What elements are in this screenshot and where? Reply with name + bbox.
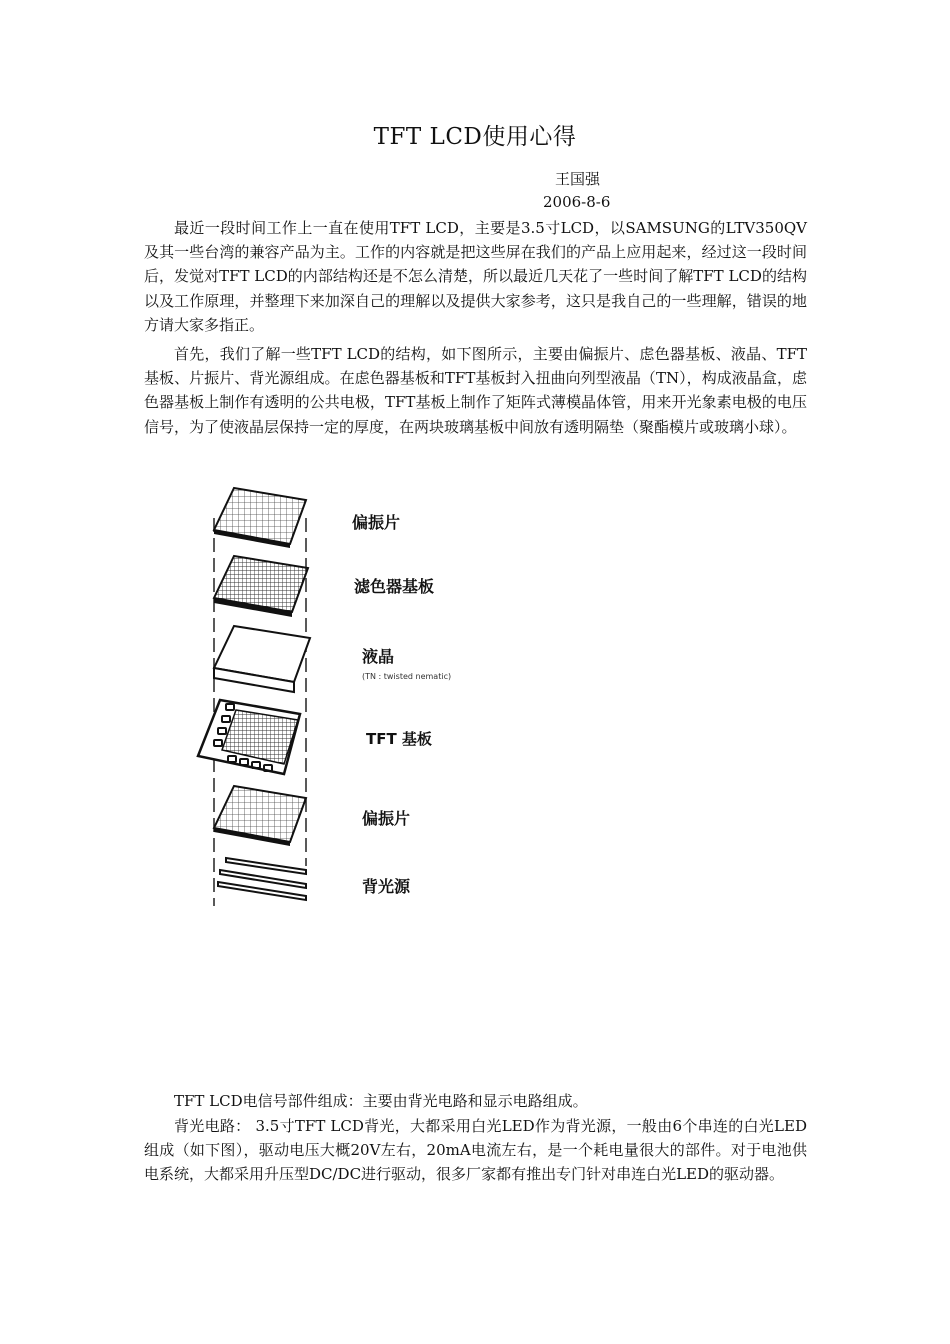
- layer-backlight: [218, 858, 306, 900]
- label-tft-substrate: TFT 基板: [366, 730, 432, 748]
- layer-color-filter: [214, 556, 308, 617]
- paragraph-structure: 首先，我们了解一些TFT LCD的结构，如下图所示，主要由偏振片、虑色器基板、液晶、TFT基板、片振片、背光源组成。在虑色器基板和TFT基板封入扭曲向列型液晶（TN），构成液晶盒，虑色器基板上制作有透明的公共电极，TFT基板上制作了矩阵式薄模晶体管，用来开光象素电极的电压信号，为了使液晶层保持一定的厚度，在两块玻璃基板中间放有透明隔垫（聚酯模片或玻璃小球）。: [144, 345, 807, 436]
- layer-polarizer-top: [214, 488, 306, 548]
- paragraph-electrical: TFT LCD电信号部件组成：主要由背光电路和显示电路组成。: [174, 1092, 588, 1110]
- layer-polarizer-bottom: [214, 786, 306, 846]
- author-name: 王国强: [555, 170, 601, 188]
- label-color-filter: 滤色器基板: [354, 577, 435, 596]
- lcd-structure-diagram: [190, 478, 510, 918]
- lcd-exploded-view: [190, 478, 510, 918]
- layer-liquid-crystal: [214, 626, 310, 692]
- label-backlight: 背光源: [362, 877, 411, 896]
- label-liquid-crystal: 液晶: [362, 647, 395, 666]
- label-polarizer-bottom: 偏振片: [362, 809, 411, 828]
- document-date: 2006-8-6: [543, 193, 611, 211]
- label-polarizer-top: 偏振片: [352, 513, 401, 532]
- document-title: TFT LCD使用心得: [373, 124, 577, 150]
- paragraph-intro: 最近一段时间工作上一直在使用TFT LCD，主要是3.5寸LCD，以SAMSUNG的LTV350QV及其一些台湾的兼容产品为主。工作的内容就是把这些屏在我们的产品上应用起来，经过这一段时间后，发觉对TFT LCD的内部结构还是不怎么清楚，所以最近几天花了一些时间了解TFT LCD的结构以及工作原理，并整理下来加深自己的理解以及提供大家参考，这只是我自己的一些理解，错误的地方请大家多指正。: [144, 219, 807, 334]
- paragraph-backlight-circuit: 背光电路： 3.5寸TFT LCD背光，大都采用白光LED作为背光源，一般由6个串连的白光LED组成（如下图），驱动电压大概20V左右，20mA电流左右，是一个耗电量很大的部件。对于电池供电系统，大都采用升压型DC/DC进行驱动，很多厂家都有推出专门针对串连白光LED的驱动器。: [144, 1117, 807, 1184]
- label-tn-note: (TN : twisted nematic): [362, 672, 452, 681]
